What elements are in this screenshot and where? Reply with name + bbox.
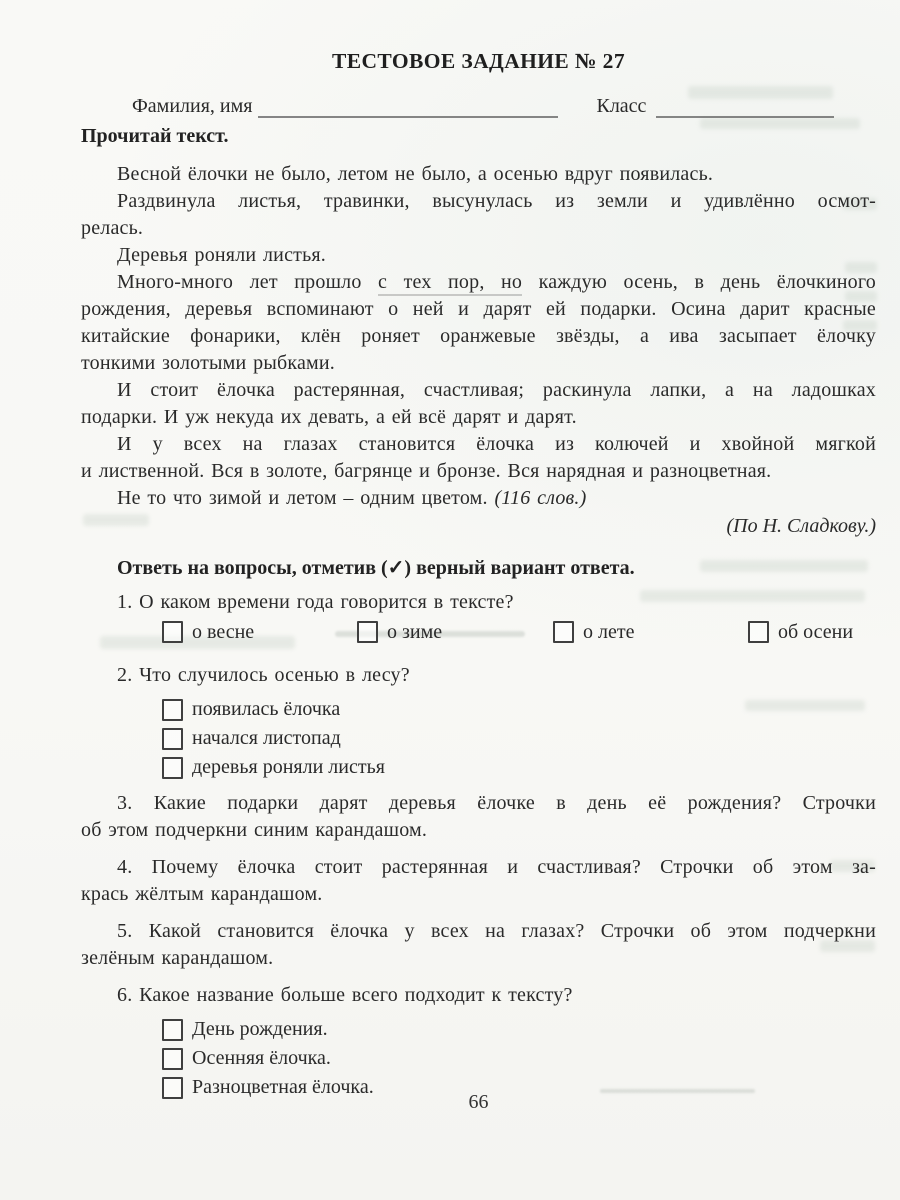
story-segment: Много-много лет прошло xyxy=(117,271,379,293)
question-line: 5. Какой становится ёлочка у всех на глазах? Строчки об этом подчеркни xyxy=(117,920,876,942)
option-день-рождения xyxy=(162,1015,876,1044)
class-label: Класс xyxy=(596,95,647,117)
story-line xyxy=(81,485,876,512)
name-input-line[interactable] xyxy=(258,96,558,118)
question-4 xyxy=(81,854,876,908)
question-2: 2. Что случилось осенью в лесу? xyxy=(117,664,410,686)
story-line: подарки. И уж некуда их девать, а ей всё дарят и дарят. xyxy=(81,406,577,428)
checkbox[interactable] xyxy=(162,621,183,643)
story-line: Весной ёлочки не было, летом не было, а осенью вдруг появилась. xyxy=(117,163,714,185)
story-line: И у всех на глазах становится ёлочка из колючей и хвойной мягкой xyxy=(117,433,876,455)
story-segment: каждую осень, в день ёлочкиного xyxy=(522,271,876,293)
story-line: рождения, деревья вспоминают о ней и дарят ей подарки. Осина дарит красные xyxy=(81,298,876,320)
story-line: И стоит ёлочка растерянная, счастливая; раскинула лапки, а на ладошках xyxy=(117,379,876,401)
checkbox[interactable] xyxy=(162,699,183,721)
pencil-underlined-segment: с тех пор, но xyxy=(378,271,522,296)
option-о-зиме xyxy=(357,621,442,644)
option-об-осени xyxy=(748,621,853,644)
checkbox[interactable] xyxy=(553,621,574,643)
option-label: о весне xyxy=(192,621,255,643)
option-о-весне xyxy=(162,621,254,644)
checkbox[interactable] xyxy=(162,757,183,779)
option-label: о лете xyxy=(583,621,635,643)
story-line: тонкими золотыми рыбками. xyxy=(81,352,335,374)
question-line: 4. Почему ёлочка стоит растерянная и счастливая? Строчки об этом за- xyxy=(117,856,876,878)
option-начался-листопад xyxy=(162,724,876,753)
option-label: о зиме xyxy=(387,621,443,643)
question-3 xyxy=(81,790,876,844)
option-деревья-роняли-листья xyxy=(162,753,876,782)
story-line: китайские фонарики, клён роняет оранжевые звёзды, а ива засыпает ёлочку xyxy=(81,325,876,347)
class-input-line[interactable] xyxy=(656,96,834,118)
option-осенняя-ёлочка xyxy=(162,1044,876,1073)
story-segment: Не то что зимой и летом – одним цветом. xyxy=(117,487,495,509)
story-line: релась. xyxy=(81,217,144,239)
question-line: об этом подчеркни синим карандашом. xyxy=(81,819,428,841)
option-label: появилась ёлочка xyxy=(192,698,341,720)
read-text-instruction: Прочитай текст. xyxy=(81,125,229,147)
option-label: начался листопад xyxy=(192,727,341,749)
attribution: (По Н. Сладкову.) xyxy=(726,515,876,537)
student-header xyxy=(81,92,876,118)
checkbox[interactable] xyxy=(162,1048,183,1070)
checkbox[interactable] xyxy=(162,1019,183,1041)
question-line: 3. Какие подарки дарят деревья ёлочке в день её рождения? Строчки xyxy=(117,792,876,814)
story-line: и лиственной. Вся в золоте, багрянце и бронзе. Вся нарядная и разноцветная. xyxy=(81,460,772,482)
option-label: Разноцветная ёлочка. xyxy=(192,1076,374,1098)
name-label: Фамилия, имя xyxy=(132,95,253,117)
option-о-лете xyxy=(553,621,634,644)
story-text xyxy=(81,161,876,512)
question-6: 6. Какое название больше всего подходит к тексту? xyxy=(117,984,573,1006)
option-появилась-ёлочка xyxy=(162,695,876,724)
question-5 xyxy=(81,918,876,972)
page-title: ТЕСТОВОЕ ЗАДАНИЕ № 27 xyxy=(331,49,625,73)
story-line: Раздвинула листья, травинки, высунулась из земли и удивлённо осмот- xyxy=(117,190,876,212)
word-count-note: (116 слов.) xyxy=(494,487,587,509)
option-label: День рождения. xyxy=(192,1018,328,1040)
story-line xyxy=(81,269,876,296)
option-label: Осенняя ёлочка. xyxy=(192,1047,331,1069)
answer-instruction: Ответь на вопросы, отметив (✓) верный вариант ответа. xyxy=(117,557,635,579)
question-6-options xyxy=(81,1015,876,1102)
question-2-options xyxy=(81,695,876,782)
option-label: деревья роняли листья xyxy=(192,756,385,778)
story-line: Деревья роняли листья. xyxy=(117,244,327,266)
page-number: 66 xyxy=(468,1091,489,1113)
checkbox[interactable] xyxy=(357,621,378,643)
question-line: крась жёлтым карандашом. xyxy=(81,883,323,905)
checkbox[interactable] xyxy=(748,621,769,643)
question-1-options xyxy=(81,619,876,648)
checkbox[interactable] xyxy=(162,728,183,750)
option-label: об осени xyxy=(778,621,854,643)
question-1: 1. О каком времени года говорится в тексте? xyxy=(117,591,514,613)
question-line: зелёным карандашом. xyxy=(81,947,274,969)
